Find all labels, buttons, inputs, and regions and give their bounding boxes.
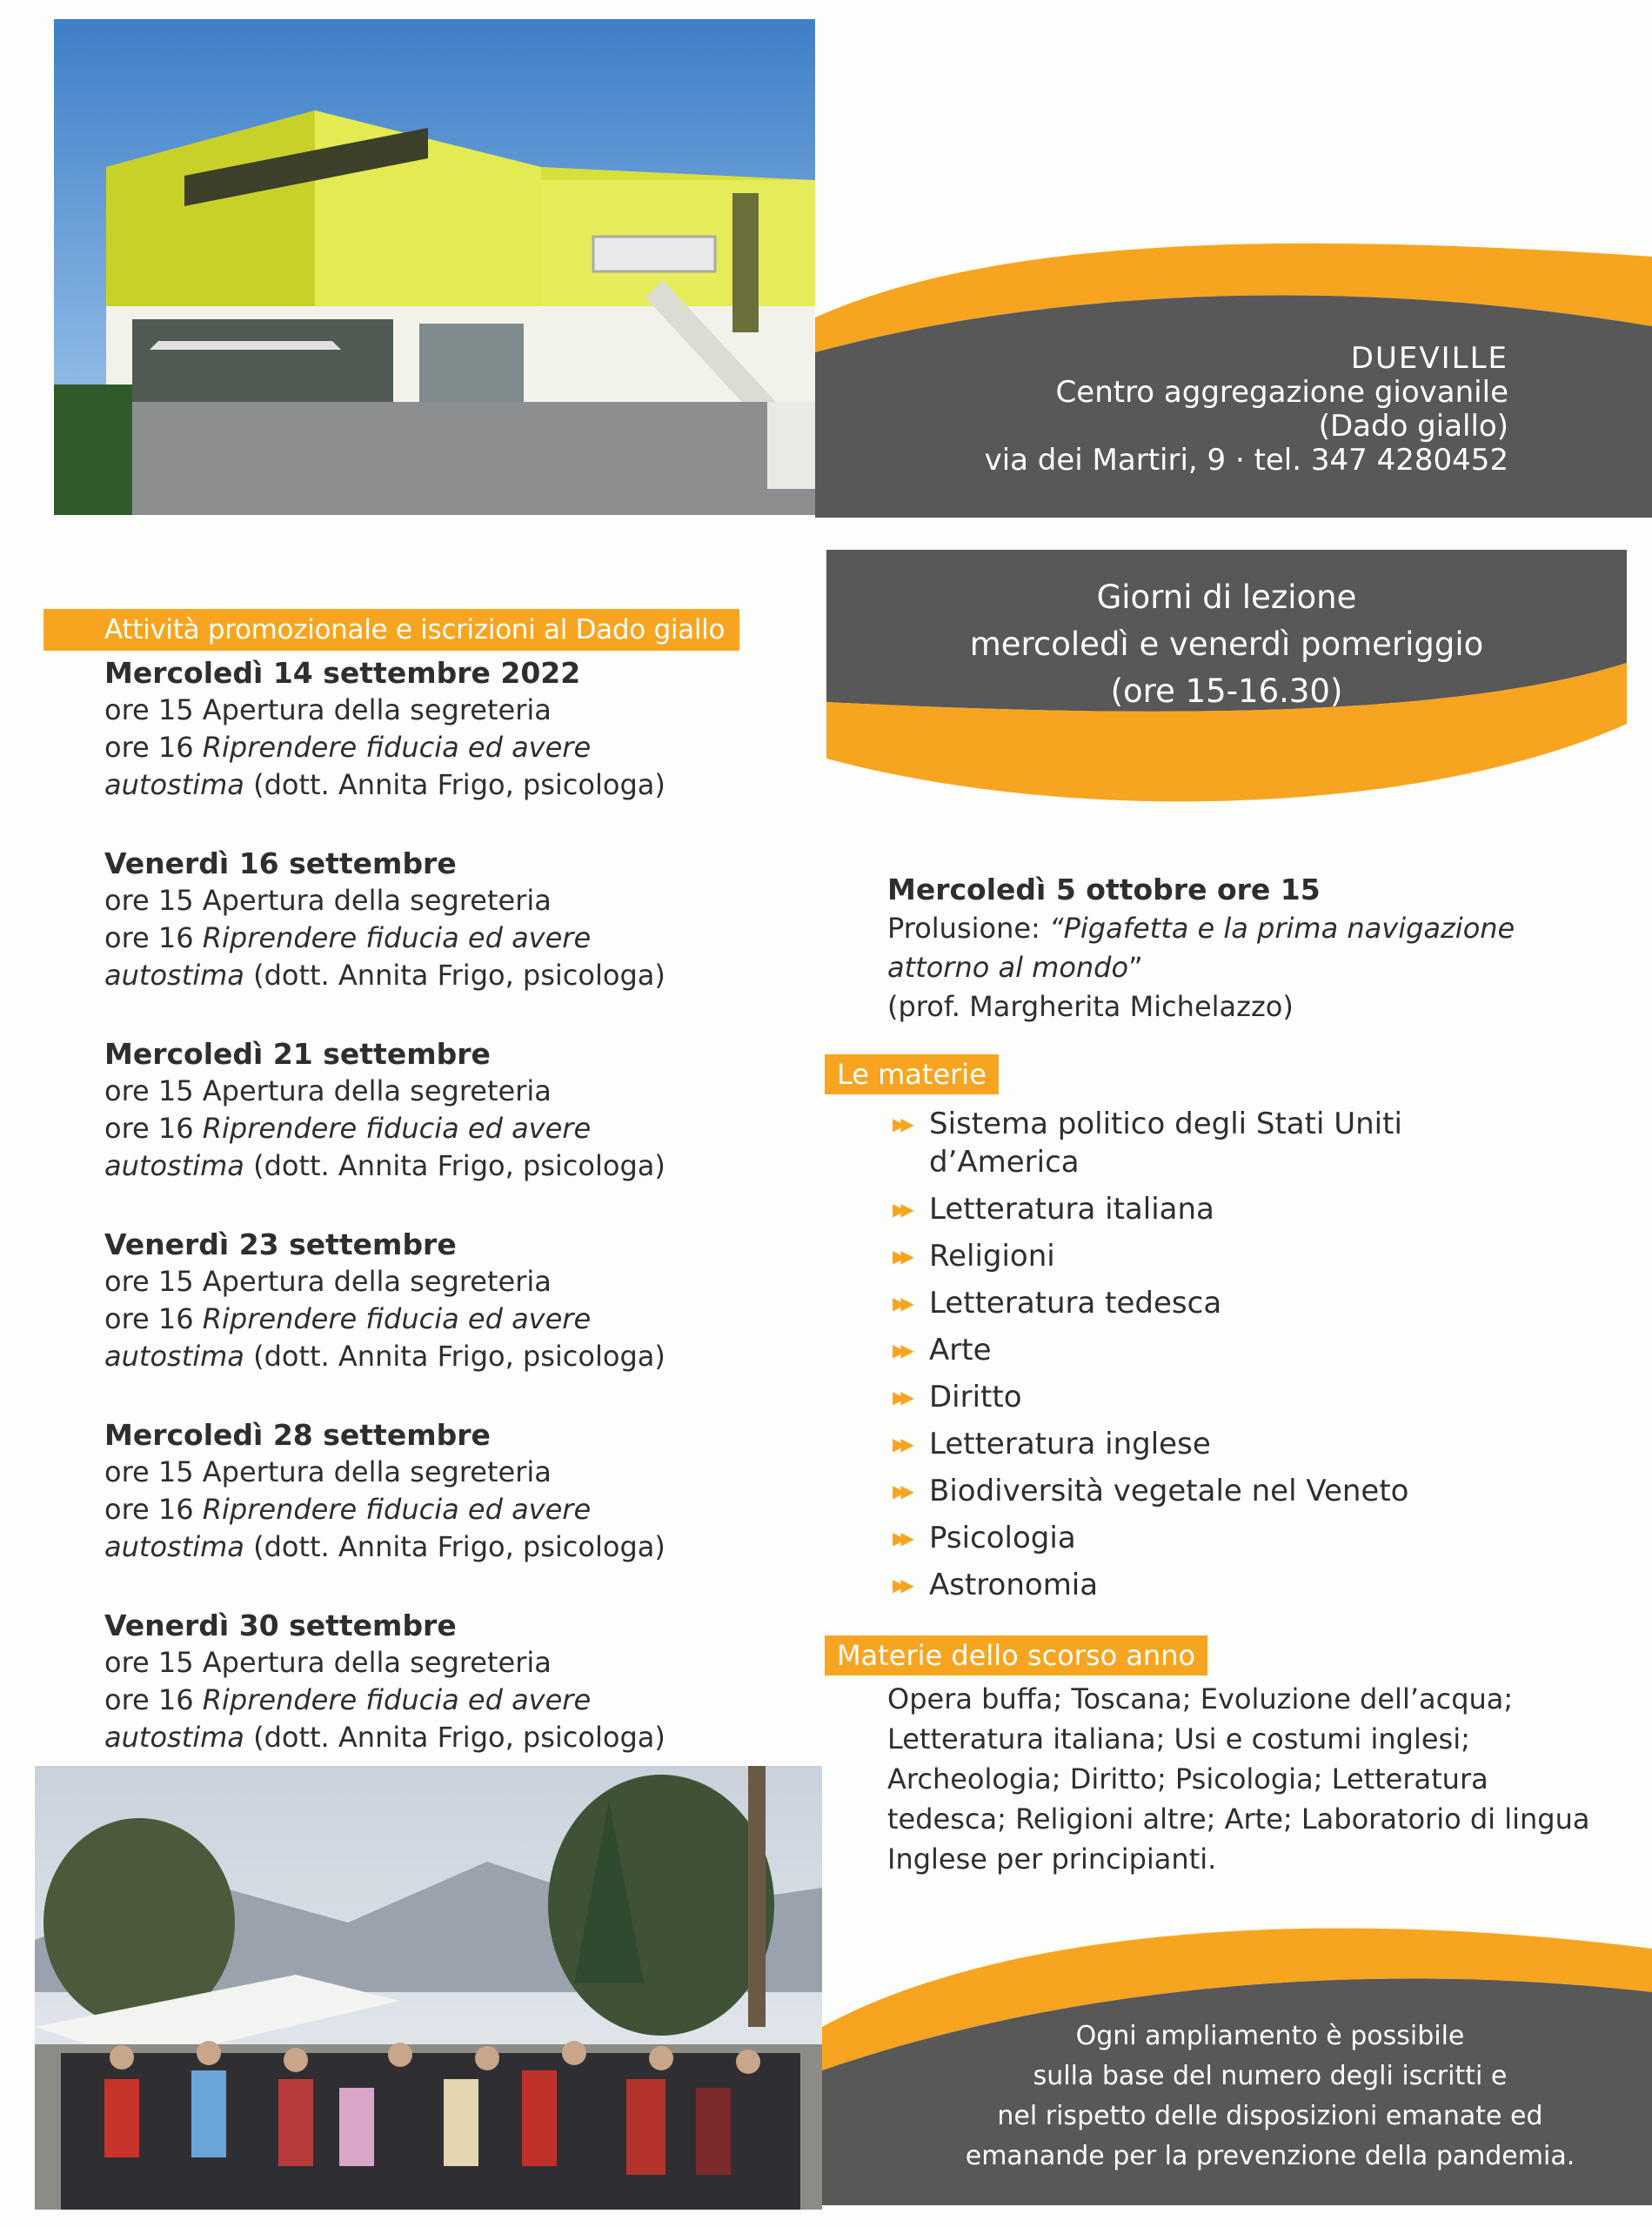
event-speaker: (dott. Annita Frigo, psicologa) [244,959,665,992]
group-photo [35,1766,822,2210]
opening-title: attorno al mondo [887,951,1129,984]
event-time: ore 16 [104,1302,203,1335]
double-arrow-icon: ▶▶ [893,1528,909,1548]
opening-title-end: ” [1128,951,1143,984]
event-speaker: (dott. Annita Frigo, psicologa) [244,1149,665,1182]
double-arrow-icon: ▶▶ [893,1434,909,1455]
opening-line [887,909,1618,948]
double-arrow-icon: ▶▶ [893,1293,909,1314]
event-talk: Riprendere fiducia ed avere [202,1683,592,1716]
event-date: Mercoledì 28 settembre [104,1418,491,1452]
event-line [104,766,766,804]
event-time: ore 16 [104,731,203,764]
subject-name: Letteratura tedesca [929,1286,1222,1321]
list-item [887,1190,1635,1228]
event-talk: Riprendere fiducia ed avere [202,1493,592,1526]
event-item [104,845,766,994]
lessons-days: mercoledì e venerdì pomeriggio [969,625,1484,663]
location-line: via dei Martiri, 9 · tel. 347 4280452 [984,443,1508,478]
event-talk: autostima [104,959,244,992]
list-item [887,1519,1635,1557]
event-talk: autostima [104,768,244,801]
lessons-text [826,574,1627,715]
event-line [104,1338,766,1375]
lessons-hours: (ore 15-16.30) [1110,672,1343,710]
list-item [887,1331,1635,1369]
opening-title: “Pigafetta e la prima navigazione [1049,912,1515,945]
subject-name: Letteratura inglese [929,1427,1211,1461]
subject-name: Diritto [929,1380,1022,1414]
event-line [104,1301,766,1338]
event-line: ore 15 Apertura della segreteria [104,693,552,726]
event-line: ore 15 Apertura della segreteria [104,1455,552,1488]
subject-name: Psicologia [929,1521,1076,1555]
event-talk: autostima [104,1149,244,1182]
event-item [104,1035,766,1185]
event-date: Mercoledì 21 settembre [104,1037,491,1071]
subject-name: Astronomia [929,1568,1099,1602]
lessons-title: Giorni di lezione [1096,578,1357,616]
event-talk: autostima [104,1530,244,1563]
event-talk: Riprendere fiducia ed avere [202,1112,592,1145]
list-item [887,1425,1635,1463]
event-time: ore 16 [104,1112,203,1145]
event-line [104,1719,766,1756]
opening-prefix: Prolusione: [887,912,1049,945]
event-speaker: (dott. Annita Frigo, psicologa) [244,1721,665,1754]
event-time: ore 16 [104,1493,203,1526]
double-arrow-icon: ▶▶ [893,1114,909,1134]
event-item [104,1226,766,1375]
subject-name: Sistema politico degli Stati Uniti d’America [929,1107,1402,1180]
footer-text [905,2016,1635,2177]
list-item [887,1284,1635,1322]
event-line [104,1110,766,1147]
list-item [887,1237,1635,1275]
event-line [104,1491,766,1528]
location-line: (Dado giallo) [1318,409,1508,444]
list-item [887,1378,1635,1416]
promo-schedule [104,654,766,1797]
opening-lecture [887,870,1618,1027]
footer-line: emanande per la prevenzione della pandemia. [965,2141,1575,2171]
double-arrow-icon: ▶▶ [893,1481,909,1501]
event-speaker: (dott. Annita Frigo, psicologa) [244,768,665,801]
event-talk: Riprendere fiducia ed avere [202,731,592,764]
event-line: ore 15 Apertura della segreteria [104,1265,552,1298]
event-line [104,1147,766,1185]
subject-name: Religioni [929,1239,1055,1274]
event-item [104,1416,766,1566]
event-date: Venerdì 16 settembre [104,846,457,880]
opening-date: Mercoledì 5 ottobre ore 15 [887,873,1321,906]
opening-speaker: (prof. Margherita Michelazzo) [887,990,1294,1023]
event-line: ore 15 Apertura della segreteria [104,1074,552,1107]
event-date: Venerdì 23 settembre [104,1227,457,1261]
list-item [887,1105,1635,1181]
location-text [985,342,1508,478]
subject-name: Letteratura italiana [929,1192,1214,1227]
event-talk: autostima [104,1721,244,1754]
event-item [104,654,766,804]
event-time: ore 16 [104,1683,203,1716]
subject-name: Biodiversità vegetale nel Veneto [929,1474,1409,1508]
list-item [887,1472,1635,1510]
event-talk: Riprendere fiducia ed avere [202,921,592,954]
past-subjects-text: Opera buffa; Toscana; Evoluzione dell’acqua; Letteratura italiana; Usi e costumi inglesi; Archeologia; Diritto; Psicologia; Letteratura tedesca; Religioni altre; Arte; Laboratorio di lingua Inglese per principianti. [887,1682,1590,1876]
event-date: Venerdì 30 settembre [104,1608,457,1642]
double-arrow-icon: ▶▶ [893,1387,909,1408]
event-line [104,1682,766,1719]
event-time: ore 16 [104,921,203,954]
event-line: ore 15 Apertura della segreteria [104,884,552,917]
event-line [104,1528,766,1566]
event-talk: autostima [104,1340,244,1373]
double-arrow-icon: ▶▶ [893,1575,909,1595]
footer-line: Ogni ampliamento è possibile [1075,2021,1465,2051]
event-speaker: (dott. Annita Frigo, psicologa) [244,1530,665,1563]
building-photo [54,19,815,515]
event-line: ore 15 Apertura della segreteria [104,1646,552,1679]
location-line: DUEVILLE [1350,341,1508,376]
event-line [104,729,766,766]
double-arrow-icon: ▶▶ [893,1199,909,1220]
subject-name: Arte [929,1333,992,1368]
list-item [887,1566,1635,1604]
opening-line [887,948,1618,987]
event-line [104,957,766,994]
event-speaker: (dott. Annita Frigo, psicologa) [244,1340,665,1373]
footer-line: sulla base del numero degli iscritti e [1033,2061,1508,2091]
subjects-list [887,1105,1635,1613]
location-line: Centro aggregazione giovanile [1055,375,1508,410]
event-line [104,920,766,957]
event-item [104,1607,766,1756]
event-talk: Riprendere fiducia ed avere [202,1302,592,1335]
subjects-label: Le materie [825,1054,999,1094]
past-subjects-label: Materie dello scorso anno [825,1635,1207,1675]
promo-banner: Attività promozionale e iscrizioni al Dado giallo [43,609,739,651]
footer-line: nel rispetto delle disposizioni emanate ed [997,2101,1543,2131]
double-arrow-icon: ▶▶ [893,1340,909,1361]
double-arrow-icon: ▶▶ [893,1246,909,1267]
event-date: Mercoledì 14 settembre 2022 [104,656,581,690]
